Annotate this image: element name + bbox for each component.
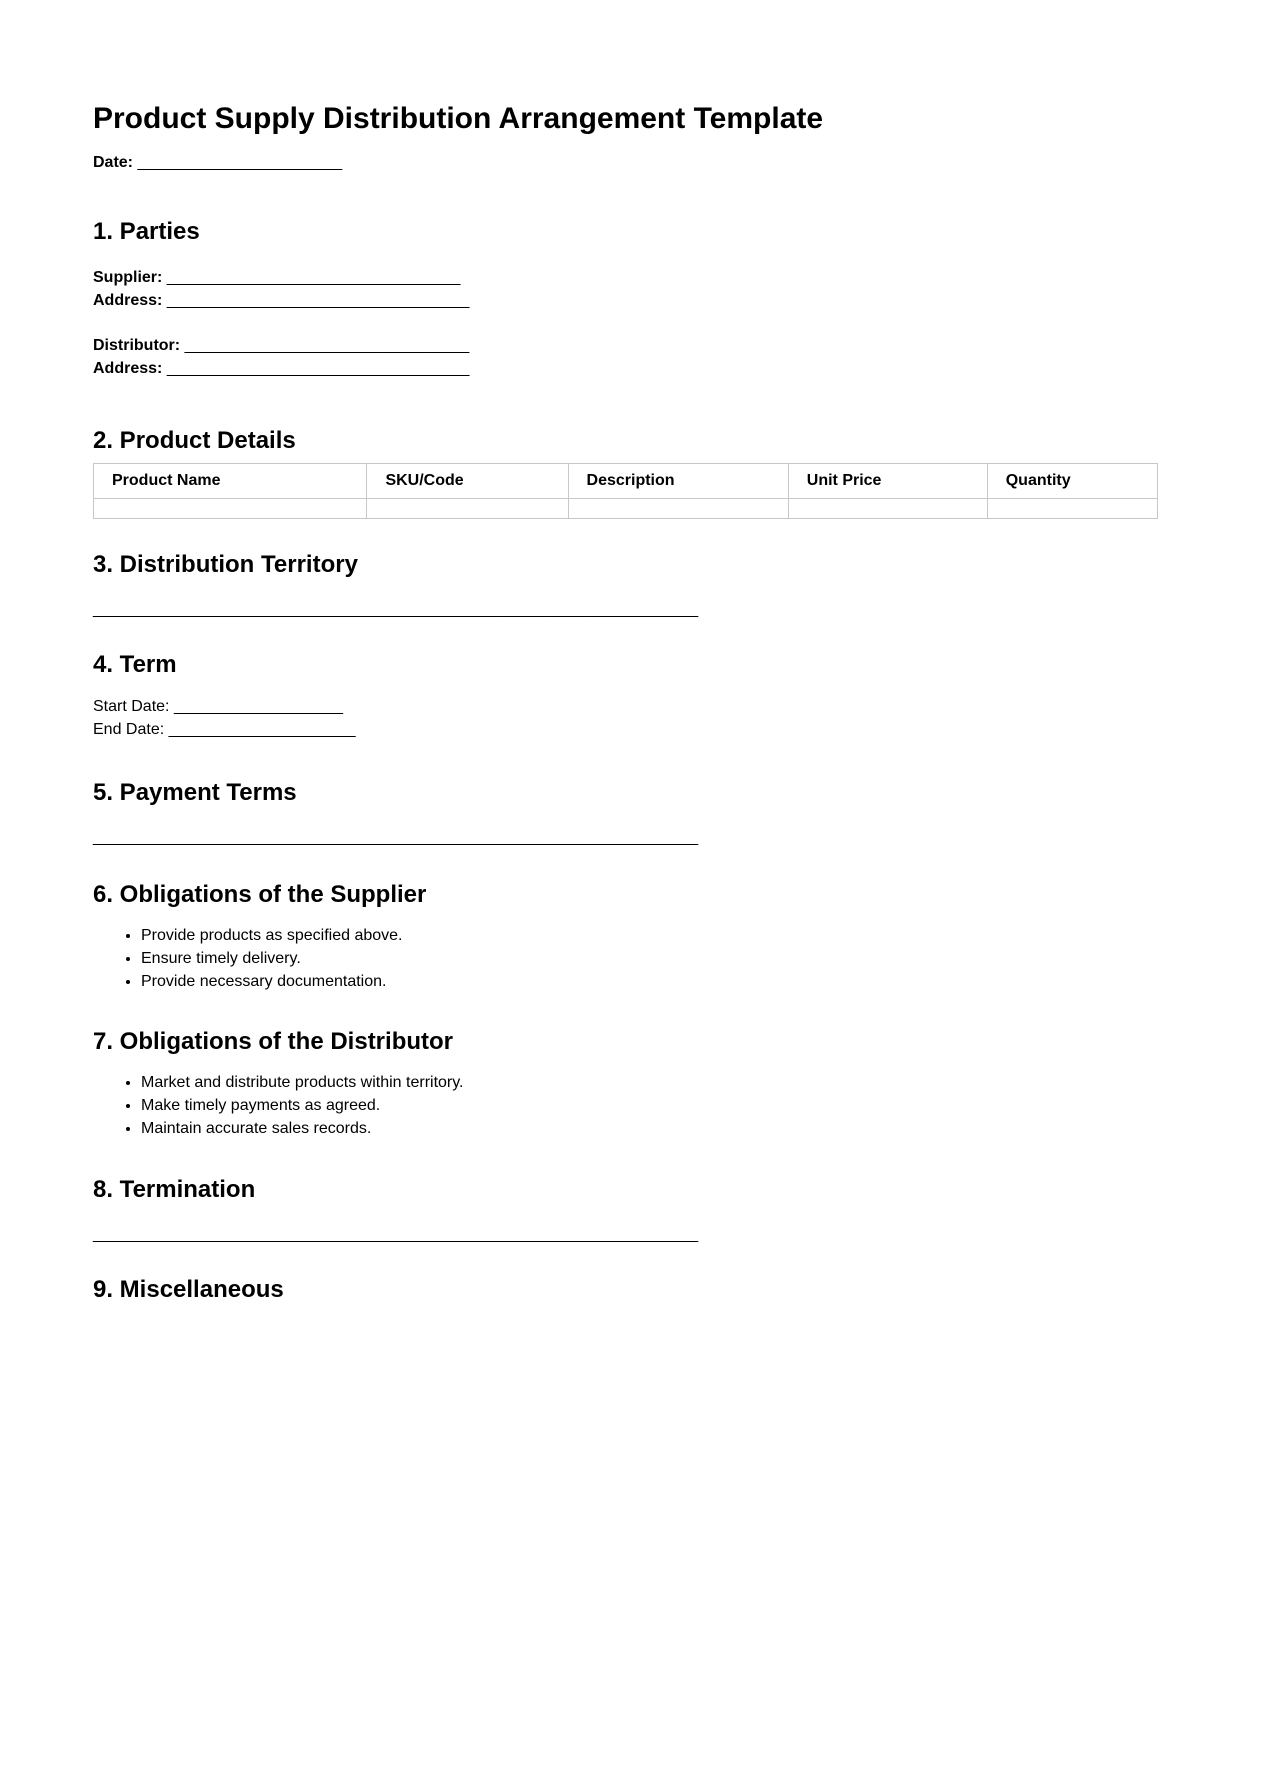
table-header-row bbox=[94, 464, 1158, 499]
supplier-block bbox=[93, 266, 1158, 312]
date-fill-in-line: _______________________ bbox=[137, 154, 343, 171]
table-cell-product-name bbox=[94, 499, 367, 519]
distributor-address-fill-in-line: __________________________________ bbox=[166, 360, 470, 377]
termination-fill-in-line bbox=[93, 1223, 1158, 1247]
table-header-product-name: Product Name bbox=[94, 464, 367, 499]
supplier-fill-in-line: _________________________________ bbox=[166, 269, 461, 286]
table-cell-sku-code bbox=[367, 499, 568, 519]
list-item: • Ensure timely delivery. bbox=[141, 950, 1158, 968]
section-heading-payment-terms: 5. Payment Terms bbox=[93, 779, 297, 806]
table-header-sku-code: SKU/Code bbox=[367, 464, 568, 499]
date-field bbox=[93, 151, 1158, 175]
distributor-obligations-list bbox=[93, 1074, 1158, 1138]
section-heading-termination: 8. Termination bbox=[93, 1176, 256, 1203]
supplier-obligations-list bbox=[93, 927, 1158, 991]
table-cell-unit-price bbox=[788, 499, 987, 519]
start-date-fill-in-line: ___________________ bbox=[173, 698, 344, 715]
date-label: Date: bbox=[93, 154, 134, 171]
table-row bbox=[94, 499, 1158, 519]
list-item: • Provide necessary documentation. bbox=[141, 973, 1158, 991]
distributor-address-label: Address: bbox=[93, 360, 163, 377]
fill-in-line: ____________________________________________________________________ bbox=[93, 1226, 699, 1243]
distributor-block bbox=[93, 334, 1158, 380]
list-item: • Market and distribute products within territory. bbox=[141, 1074, 1158, 1092]
fill-in-line: ____________________________________________________________________ bbox=[93, 829, 699, 846]
section-heading-supplier-obligations: 6. Obligations of the Supplier bbox=[93, 881, 427, 908]
table-cell-quantity bbox=[987, 499, 1157, 519]
section-heading-miscellaneous: 9. Miscellaneous bbox=[93, 1276, 284, 1301]
supplier-label: Supplier: bbox=[93, 269, 163, 286]
table-header-quantity: Quantity bbox=[987, 464, 1157, 499]
territory-fill-in-line bbox=[93, 598, 1158, 622]
supplier-address-label: Address: bbox=[93, 292, 163, 309]
product-details-table bbox=[93, 463, 1158, 519]
table-header-description: Description bbox=[568, 464, 788, 499]
payment-fill-in-line bbox=[93, 826, 1158, 850]
document-title: Product Supply Distribution Arrangement Template bbox=[93, 102, 824, 135]
distributor-fill-in-line: ________________________________ bbox=[184, 337, 470, 354]
list-item: • Provide products as specified above. bbox=[141, 927, 1158, 945]
table-header-unit-price: Unit Price bbox=[788, 464, 987, 499]
start-date-label: Start Date: bbox=[93, 698, 170, 715]
section-heading-product-details: 2. Product Details bbox=[93, 427, 296, 454]
section-heading-distributor-obligations: 7. Obligations of the Distributor bbox=[93, 1028, 453, 1055]
section-heading-distribution-territory: 3. Distribution Territory bbox=[93, 551, 358, 578]
list-item: • Make timely payments as agreed. bbox=[141, 1097, 1158, 1115]
section-heading-parties: 1. Parties bbox=[93, 218, 200, 245]
section-heading-term: 4. Term bbox=[93, 651, 177, 678]
table-cell-description bbox=[568, 499, 788, 519]
term-dates-block bbox=[93, 695, 1158, 741]
list-item: • Maintain accurate sales records. bbox=[141, 1120, 1158, 1138]
fill-in-line: ____________________________________________________________________ bbox=[93, 601, 699, 618]
end-date-label: End Date: bbox=[93, 721, 165, 738]
distributor-label: Distributor: bbox=[93, 337, 181, 354]
end-date-fill-in-line: _____________________ bbox=[168, 721, 356, 738]
supplier-address-fill-in-line: __________________________________ bbox=[166, 292, 470, 309]
